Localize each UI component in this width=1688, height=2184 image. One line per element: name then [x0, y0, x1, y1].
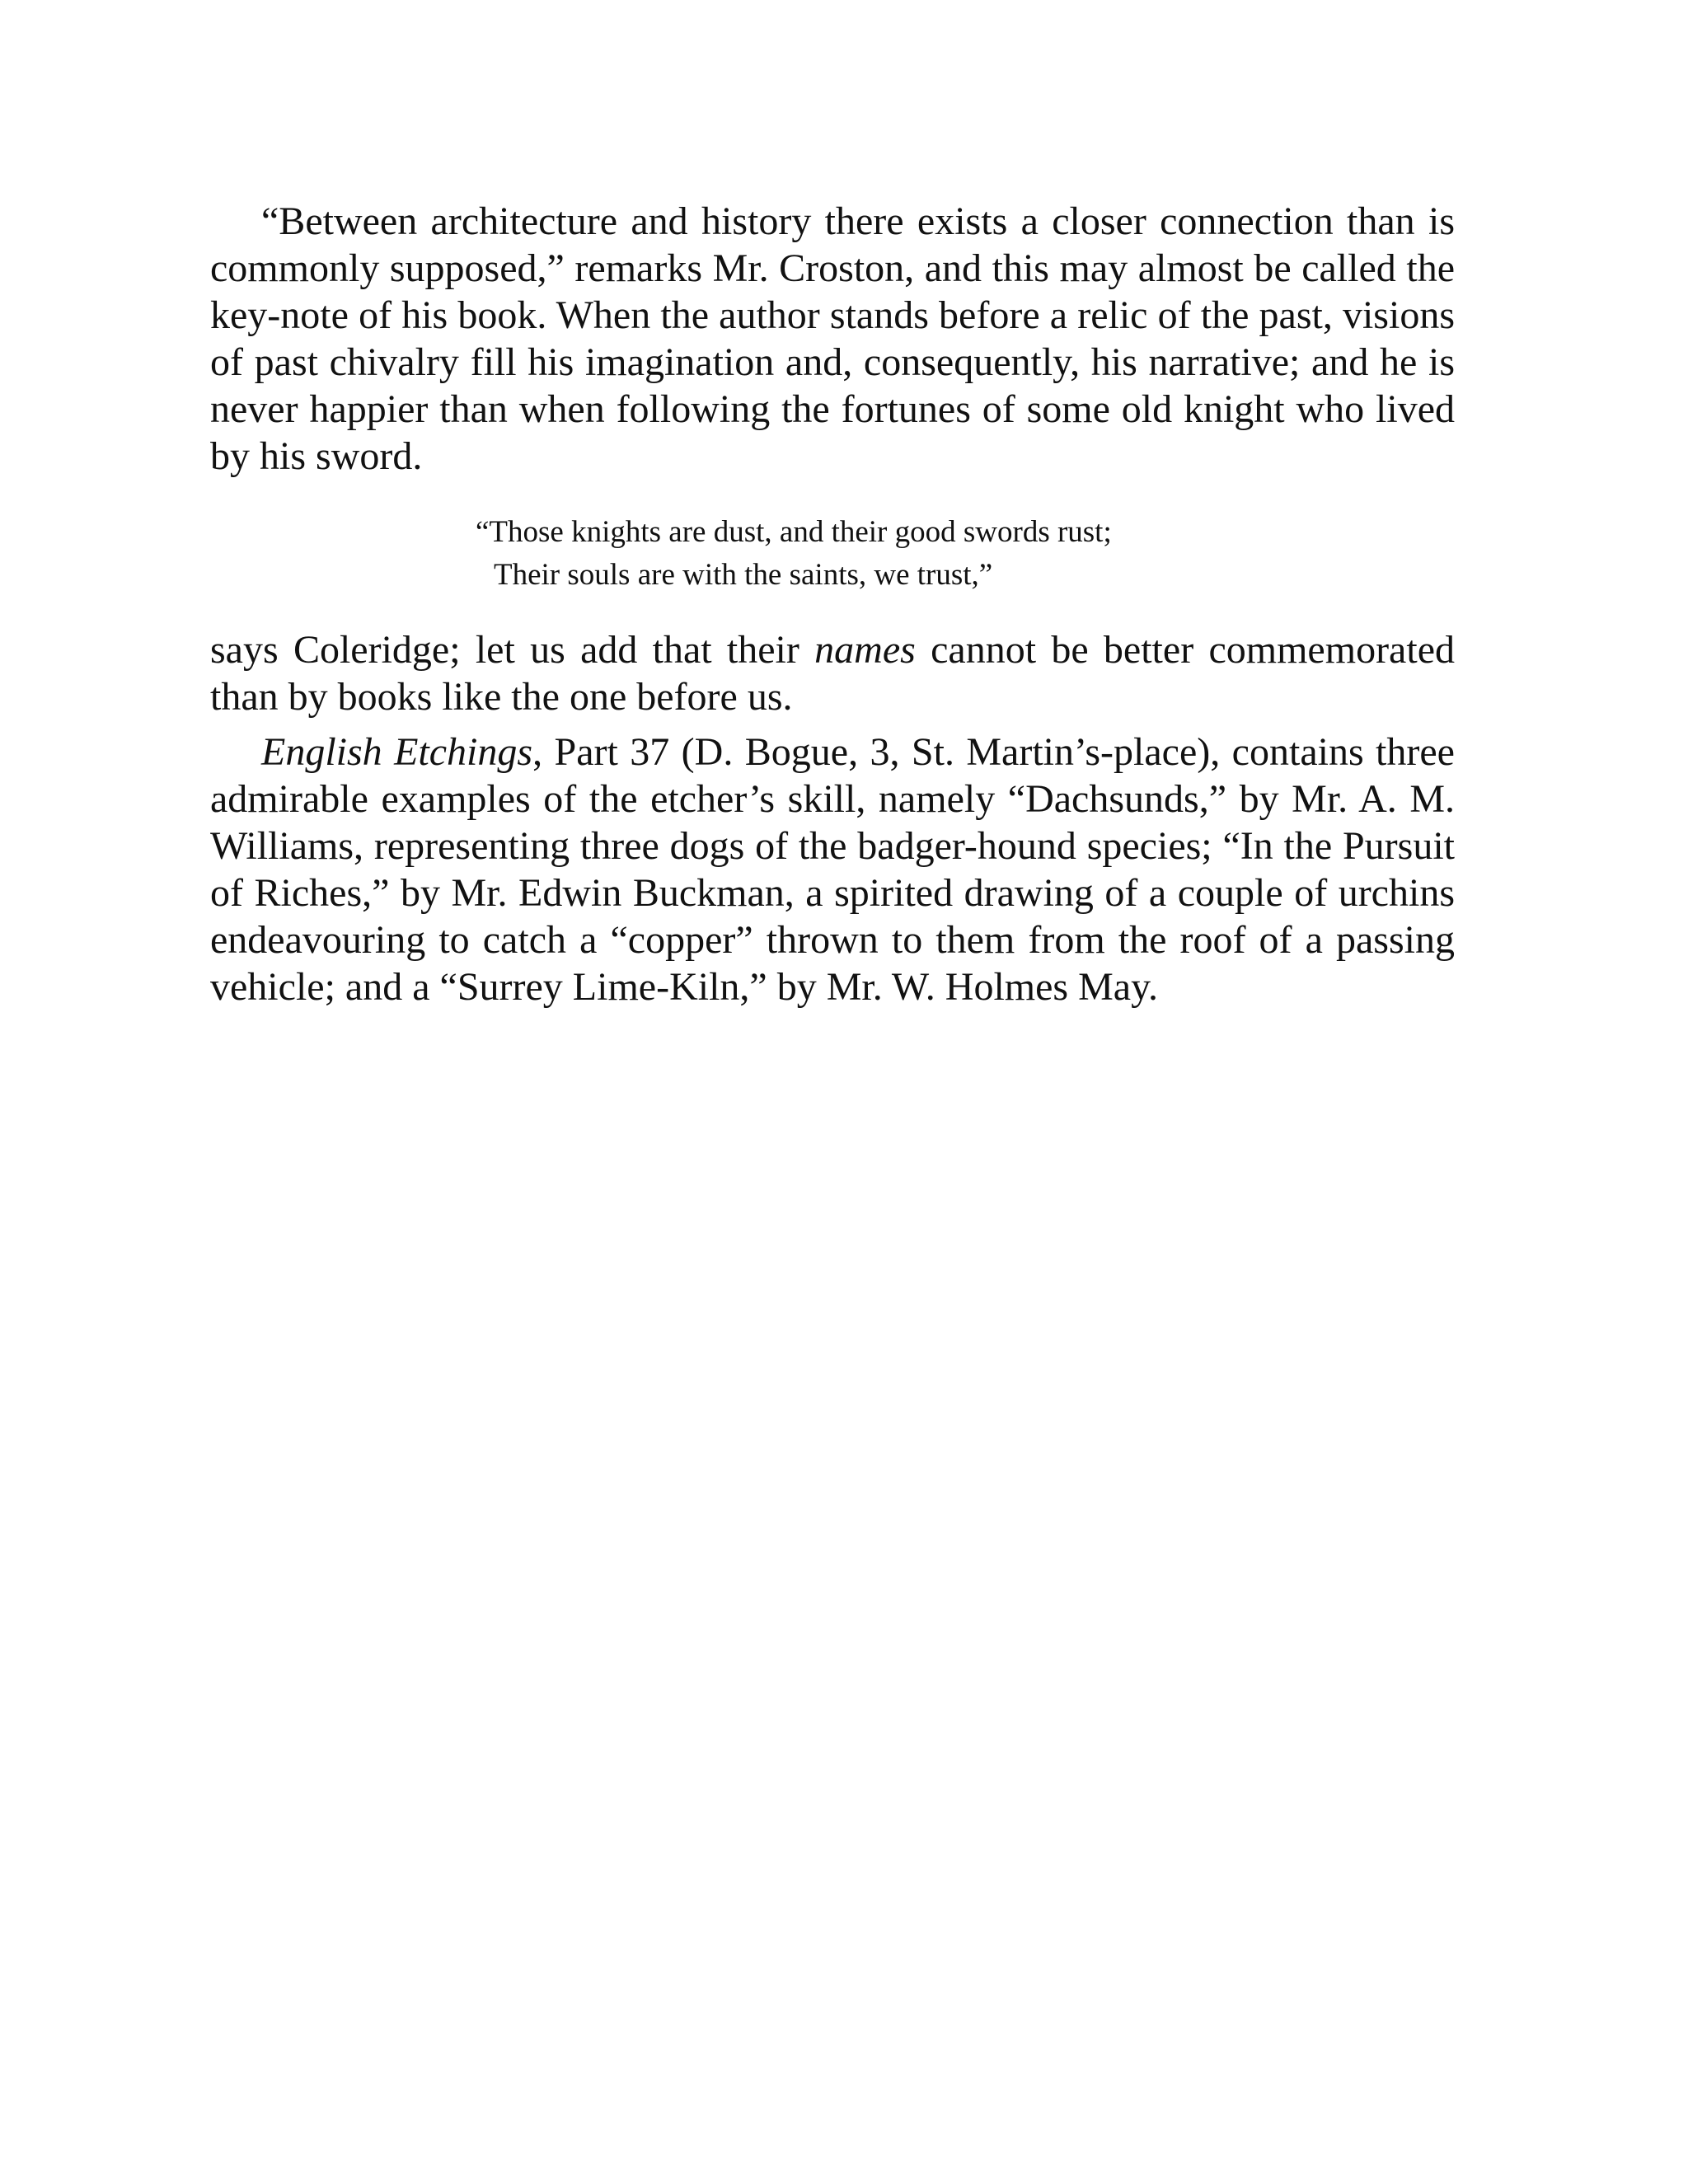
paragraph-coleridge	[210, 626, 1455, 720]
paragraph-etchings-title: English Etchings	[261, 730, 533, 774]
paragraph-croston: “Between architecture and history there exists a closer connection than is commonly supposed,” remarks Mr. Croston, and this may almost be called the key-note of his book. When the author stands before a relic of the past, visions of past chivalry fill his imagination and, consequently, his narrative; and he is never happier than when following the fortunes of some old knight who lived by his sword.	[210, 199, 1455, 478]
verse-line-2: Their souls are with the saints, we trust,”	[494, 558, 993, 592]
paragraph-coleridge-text-end: cannot be better commemorated than by books like the one before us.	[210, 628, 1455, 719]
document-page	[210, 198, 1455, 1010]
paragraph-english-etchings	[210, 729, 1455, 1010]
paragraph-etchings-text: , Part 37 (D. Bogue, 3, St. Martin’s-place), contains three admirable examples of the etcher’s skill, namely “Dachsunds,” by Mr. A. M. Williams, representing three dogs of the badger-hound species; “In the Pursuit of Riches,” by Mr. Edwin Buckman, a spirited drawing of a couple of urchins endeavouring to catch a “copper” thrown to them from the roof of a passing vehicle; and a “Surrey Lime-Kiln,” by Mr. W. Holmes May.	[210, 730, 1455, 1009]
verse-quotation	[210, 511, 1455, 597]
paragraph-coleridge-italic: names	[814, 628, 916, 672]
verse-line-1: “Those knights are dust, and their good swords rust;	[476, 515, 1112, 549]
paragraph-coleridge-text-start: says Coleridge; let us add that their	[210, 628, 815, 672]
